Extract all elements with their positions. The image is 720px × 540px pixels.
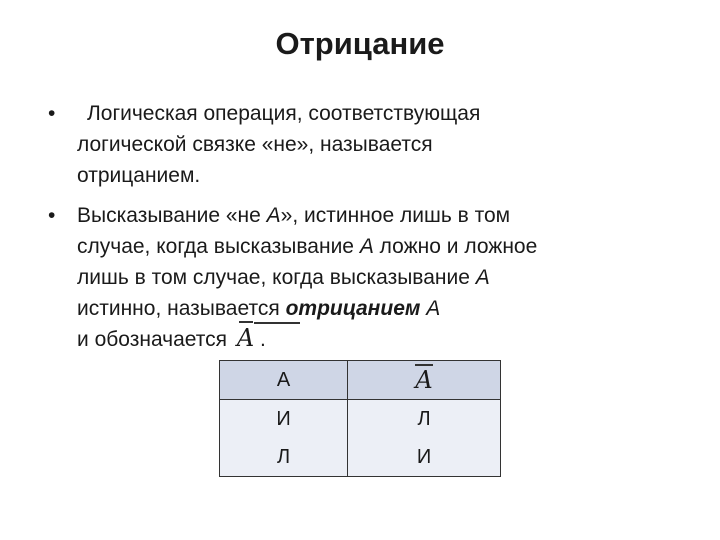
overline (415, 364, 432, 366)
header-cell-not-a (348, 361, 501, 400)
table-row (220, 400, 501, 439)
text-line (77, 324, 717, 355)
variable-a: А (420, 297, 441, 320)
text-fragment: и обозначается (77, 328, 233, 351)
table-cell: Л (348, 400, 501, 439)
bullet-text (77, 98, 647, 191)
symbol-letter: A (236, 324, 255, 352)
table-cell: И (220, 400, 348, 439)
underline-mark (254, 322, 300, 324)
term-negation: отрицанием (285, 297, 421, 320)
bullet-text (77, 200, 717, 355)
text-line: логической связке «не», называется (77, 133, 433, 156)
text-line (77, 293, 717, 324)
text-fragment: Высказывание «не (77, 204, 267, 227)
bullet-marker: • (48, 204, 56, 227)
symbol-letter: A (415, 366, 433, 394)
variable-a: А (266, 204, 281, 227)
bullet-marker: • (48, 102, 56, 125)
text-line (77, 262, 717, 293)
truth-table (219, 360, 501, 477)
table-cell: И (348, 438, 501, 477)
text-fragment: ложно и ложное (373, 235, 538, 258)
negation-symbol (415, 366, 432, 394)
table-row (220, 438, 501, 477)
text-fragment: . (254, 328, 266, 351)
header-cell-a: А (220, 361, 348, 400)
table-cell: Л (220, 438, 348, 477)
variable-a: А (475, 266, 490, 289)
text-fragment: », истинное лишь в том (280, 204, 511, 227)
table-header-row (220, 361, 501, 400)
text-line: Логическая операция, соответствующая (87, 102, 481, 125)
text-fragment: лишь в том случае, когда высказывание (77, 266, 476, 289)
text-fragment: случае, когда высказывание (77, 235, 360, 258)
text-fragment: истинно, называется (77, 297, 286, 320)
slide-title: Отрицание (275, 26, 445, 61)
variable-a: А (359, 235, 374, 258)
overline (239, 321, 253, 323)
negation-symbol (237, 326, 254, 350)
text-line (77, 231, 717, 262)
text-line: отрицанием. (77, 164, 201, 187)
text-line (77, 200, 717, 231)
